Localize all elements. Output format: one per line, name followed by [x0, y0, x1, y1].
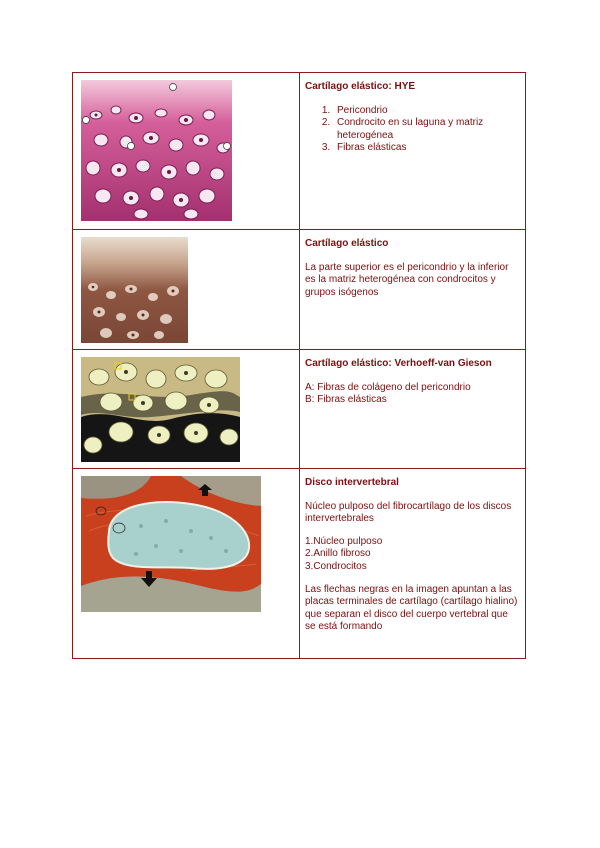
- intervertebral-disc-micrograph: [81, 476, 261, 612]
- image-cell: [73, 350, 299, 468]
- description-line: B: Fibras elásticas: [305, 394, 387, 406]
- description-cell: [305, 469, 521, 658]
- description-text: Núcleo pulposo del fibrocartílago de los discos intervertebrales: [305, 500, 512, 525]
- row-title: Cartílago elástico: Verhoeff-van Gieson: [305, 358, 492, 369]
- table-row: [73, 469, 525, 658]
- column-divider: [299, 230, 300, 349]
- image-cell: [73, 469, 299, 658]
- description-cell: [305, 350, 521, 468]
- description-cell: [305, 230, 521, 349]
- row-title: Cartílago elástico: HYE: [305, 81, 416, 92]
- description-text: La parte superior es el pericondrio y la inferior es la matriz heterogénea con condrocitos y grupos isógenos: [305, 261, 509, 298]
- description-line: A: Fibras de colágeno del pericondrio: [305, 381, 471, 393]
- image-cell: [73, 73, 299, 229]
- description-line: 2.Anillo fibroso: [305, 548, 371, 560]
- column-divider: [299, 469, 300, 658]
- description-cell: [305, 73, 521, 229]
- column-divider: [299, 73, 300, 229]
- description-line: 1.Núcleo pulposo: [305, 535, 383, 547]
- verhoeff-van-gieson-micrograph: [81, 357, 240, 462]
- row-title: Cartílago elástico: [305, 238, 389, 249]
- description-line: 3.Condrocitos: [305, 560, 367, 572]
- numbered-list: [305, 105, 521, 155]
- table-row: [73, 73, 525, 230]
- content-table: [72, 72, 526, 659]
- elastic-cartilage-micrograph: [81, 237, 188, 343]
- list-item: 1. Pericondrio: [333, 105, 521, 118]
- row-title: Disco intervertebral: [305, 477, 399, 488]
- table-row: [73, 350, 525, 469]
- image-cell: [73, 230, 299, 349]
- list-item: 3. Fibras elásticas: [333, 142, 521, 155]
- list-item: 2. Condrocito en su laguna y matriz heterogénea: [333, 117, 521, 142]
- description-text: Las flechas negras en la imagen apuntan a las placas terminales de cartílago (cartílago hialino) que separan el disco del cuerpo vertebral que se está formando: [305, 583, 518, 633]
- column-divider: [299, 350, 300, 468]
- cartilage-hye-micrograph: [81, 80, 232, 221]
- table-row: [73, 230, 525, 350]
